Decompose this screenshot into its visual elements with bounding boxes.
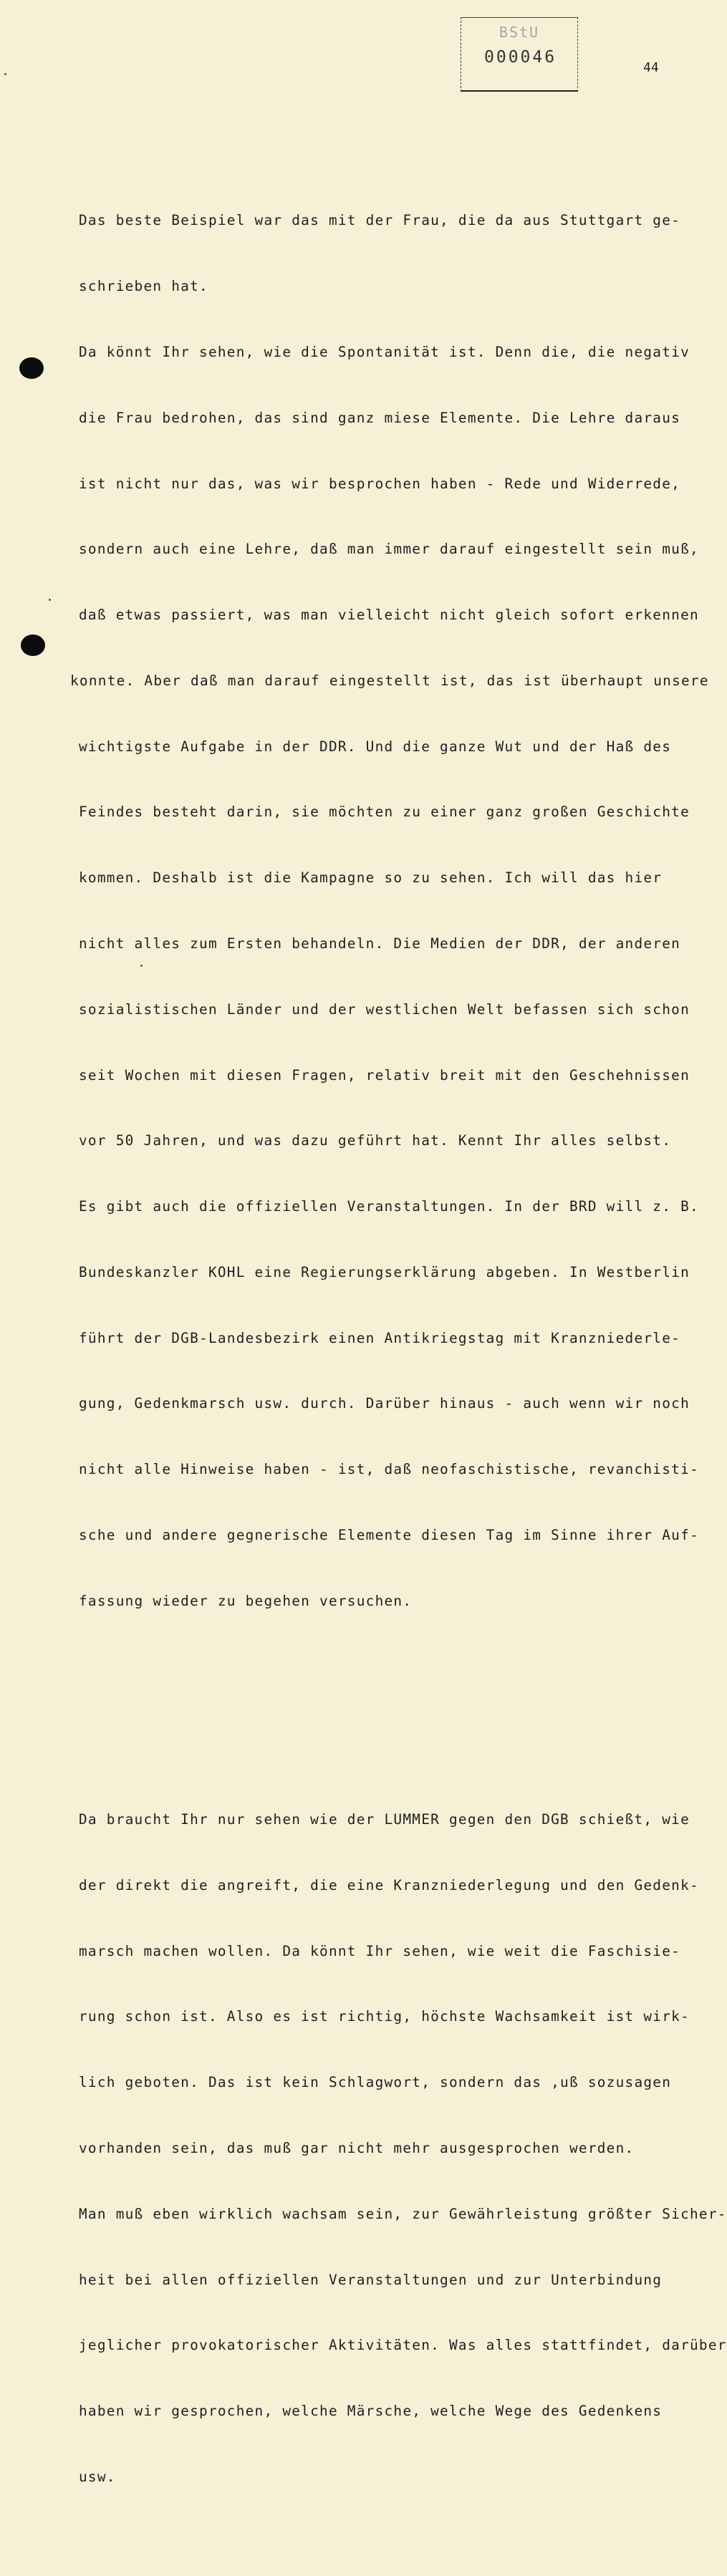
text-line: jeglicher provokatorischer Aktivitäten. Was alles stattfindet, darüber [79, 2337, 727, 2354]
text-line: nicht alle Hinweise haben - ist, daß neofaschistische, revanchisti- [79, 1461, 699, 1478]
text-line: marsch machen wollen. Da könnt Ihr sehen, wie weit die Faschisie- [79, 1942, 681, 1959]
text-line: Bundeskanzler KOHL eine Regierungserklärung abgeben. In Westberlin [79, 1263, 690, 1280]
text-line: führt der DGB-Landesbezirk einen Antikriegstag mit Kranzniederle- [79, 1329, 681, 1346]
text-line: konnte. Aber daß man darauf eingestellt ist, das ist überhaupt unsere [70, 672, 709, 689]
text-line: Feindes besteht darin, sie möchten zu einer ganz großen Geschichte [79, 804, 690, 821]
punch-hole [19, 357, 44, 379]
text-line: Man muß eben wirklich wachsam sein, zur Gewährleistung größter Sicher- [79, 2205, 727, 2222]
text-line: sozialistischen Länder und der westlichen Welt befassen sich schon [79, 1000, 690, 1018]
text-line: seit Wochen mit diesen Fragen, relativ breit mit den Geschehnissen [79, 1066, 690, 1084]
text-line: Da könnt Ihr sehen, wie die Spontanität ist. Denn die, die negativ [79, 343, 690, 360]
text-line: ist nicht nur das, was wir besprochen haben - Rede und Widerrede, [79, 475, 681, 492]
text-line: die Frau bedrohen, das sind ganz miese Elemente. Die Lehre daraus [79, 409, 681, 426]
paper-speck [49, 599, 51, 601]
punch-hole [21, 635, 45, 656]
text-line: usw. [79, 2468, 116, 2485]
text-line: Da braucht Ihr nur sehen wie der LUMMER gegen den DGB schießt, wie [79, 1811, 690, 1828]
paragraph-gap [79, 1700, 695, 1722]
text-line: vorhanden sein, das muß gar nicht mehr ausgesprochen werden. [79, 2140, 635, 2157]
text-line: rung schon ist. Also es ist richtig, höchste Wachsamkeit ist wirk- [79, 2008, 690, 2025]
text-line: daß etwas passiert, was man vielleicht nicht gleich sofort erkennen [79, 607, 699, 624]
stamp-header: BStU [499, 24, 540, 41]
text-line: sche und andere gegnerische Elemente diesen Tag im Sinne ihrer Auf- [79, 1527, 699, 1543]
text-line: fassung wieder zu begehen versuchen. [79, 1592, 413, 1609]
text-line: lich geboten. Das ist kein Schlagwort, sondern das ,uß sozusagen [79, 2074, 672, 2091]
paragraph [70, 166, 709, 1656]
letter-body [70, 122, 727, 2576]
text-line: vor 50 Jahren, und was dazu geführt hat. Kennt Ihr alles selbst. [79, 1132, 672, 1149]
stamp-number: 000046 [484, 48, 557, 67]
text-line: haben wir gesprochen, welche Märsche, welche Wege des Gedenkens [79, 2403, 663, 2420]
text-line: kommen. Deshalb ist die Kampagne so zu sehen. Ich will das hier [79, 869, 663, 887]
text-line: nicht alles zum Ersten behandeln. Die Medien der DDR, der anderen [79, 935, 681, 952]
text-line: gung, Gedenkmarsch usw. durch. Darüber hinaus - auch wenn wir noch [79, 1395, 690, 1412]
page-number: 44 [643, 60, 659, 75]
text-line: Das beste Beispiel war das mit der Frau, die da aus Stuttgart ge- [79, 212, 681, 229]
text-line: Es gibt auch die offiziellen Veranstaltungen. In der BRD will z. B. [79, 1198, 699, 1215]
text-line: heit bei allen offiziellen Veranstaltungen und zur Unterbindung [79, 2271, 663, 2288]
archive-stamp [461, 17, 578, 92]
paper-speck [4, 73, 6, 75]
paragraph [79, 1765, 727, 2532]
text-line: der direkt die angreift, die eine Kranzniederlegung und den Gedenk- [79, 1876, 699, 1894]
text-line: schrieben hat. [79, 278, 208, 295]
text-line: wichtigste Aufgabe in der DDR. Und die ganze Wut und der Haß des [79, 738, 672, 755]
text-line: sondern auch eine Lehre, daß man immer darauf eingestellt sein muß, [79, 541, 699, 558]
